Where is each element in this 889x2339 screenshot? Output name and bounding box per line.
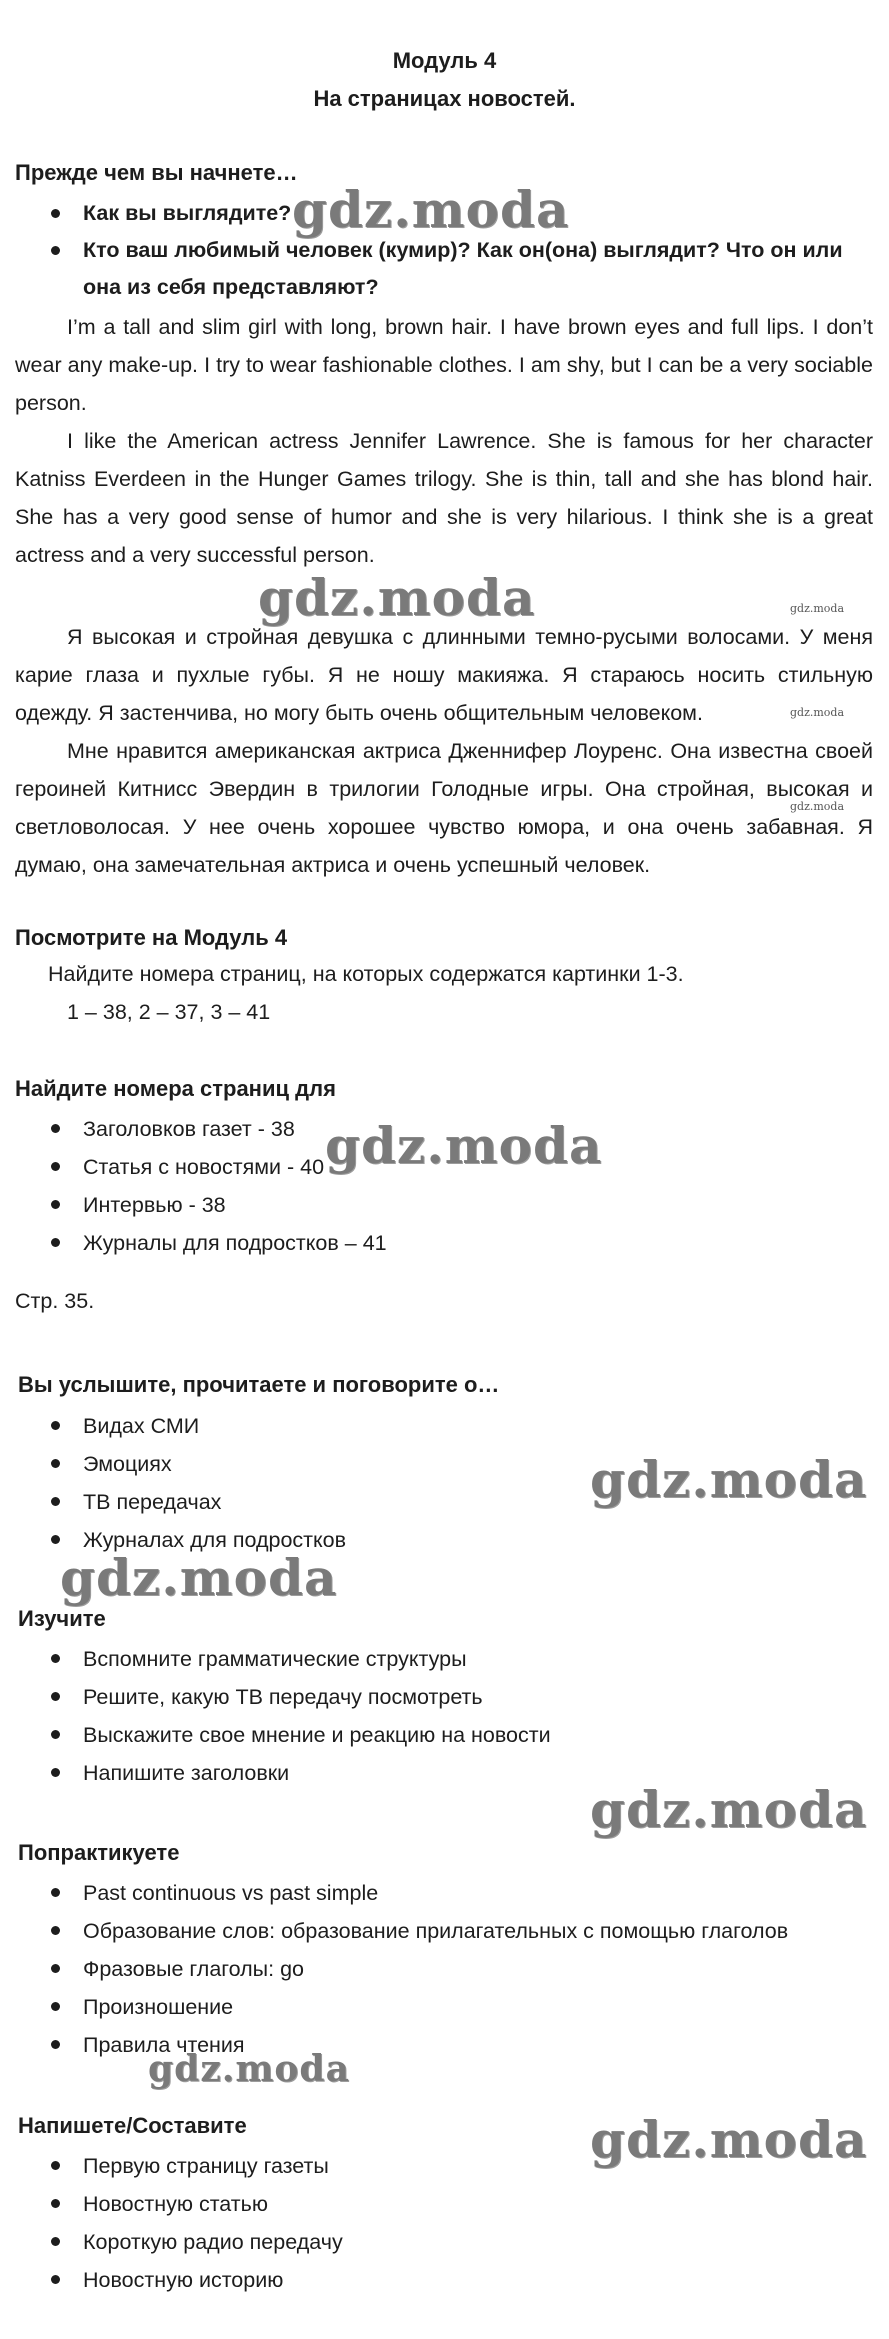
look-module-answer: 1 – 38, 2 – 37, 3 – 41 (67, 1000, 271, 1024)
hear-heading: Вы услышите, прочитаете и поговорите о… (18, 1372, 500, 1397)
watermark: gdz.moda (60, 1548, 338, 1607)
watermark: gdz.moda (148, 2048, 350, 2090)
bullet-icon (51, 246, 60, 255)
watermark: gdz.moda (590, 1780, 868, 1839)
list-item: Эмоциях (15, 1445, 873, 1483)
find-pages-heading: Найдите номера страниц для (15, 1076, 336, 1101)
bullet-icon (51, 1421, 60, 1430)
page-reference: Стр. 35. (15, 1289, 95, 1313)
russian-paragraph-1: Я высокая и стройная девушка с длинными темно-русыми волосами. У меня карие глаза и пухлые губы. Я не ношу макияжа. Я стараюсь носить стильную одежду. Я застенчива, но могу быть очень общительным человеком. (15, 625, 873, 725)
list-item: Журналах для подростков (15, 1521, 873, 1559)
watermark: gdz.moda (258, 568, 536, 627)
study-list (15, 1640, 873, 1792)
english-paragraph-2: I like the American actress Jennifer Lawrence. She is famous for her character Katniss Everdeen in the Hunger Games trilogy. She is thin, tall and she has blond hair. She has a very good sense of humor and she is very hilarious. I think she is a great actress and a very successful person. (15, 429, 873, 567)
look-module-heading: Посмотрите на Модуль 4 (15, 925, 288, 950)
bullet-icon (51, 1654, 60, 1663)
bullet-icon (51, 1692, 60, 1701)
bullet-icon (51, 1964, 60, 1973)
bullet-icon (51, 2161, 60, 2170)
watermark: gdz.moda (292, 180, 570, 239)
list-item: Правила чтения (15, 2026, 873, 2064)
list-item: Новостную историю (15, 2261, 873, 2299)
bullet-icon (51, 1124, 60, 1133)
bullet-icon (51, 2237, 60, 2246)
watermark: gdz.moda (590, 2110, 868, 2169)
list-item: Первую страницу газеты (15, 2147, 873, 2185)
bullet-icon (51, 1535, 60, 1544)
watermark-small: gdz.moda (790, 800, 845, 813)
list-item: Решите, какую ТВ передачу посмотреть (15, 1678, 873, 1716)
bullet-icon (51, 1238, 60, 1247)
bullet-icon (51, 2275, 60, 2284)
list-item: Фразовые глаголы: go (15, 1950, 873, 1988)
watermark: gdz.moda (325, 1116, 603, 1175)
write-heading: Напишете/Составите (18, 2113, 247, 2138)
bullet-icon (51, 209, 60, 218)
bullet-icon (51, 1200, 60, 1209)
bullet-icon (51, 2040, 60, 2049)
bullet-icon (51, 2199, 60, 2208)
list-item: Кто ваш любимый человек (кумир)? Как он(она) выглядит? Что он или она из себя представляют? (15, 232, 873, 306)
list-item: Вспомните грамматические структуры (15, 1640, 873, 1678)
page-subtitle: На страницах новостей. (313, 86, 576, 111)
watermark-small: gdz.moda (790, 706, 845, 719)
bullet-icon (51, 1162, 60, 1171)
list-item: Журналы для подростков – 41 (15, 1224, 873, 1262)
write-list (15, 2147, 873, 2299)
list-item: Напишите заголовки (15, 1754, 873, 1792)
practice-heading: Попрактикуете (18, 1840, 180, 1865)
bullet-icon (51, 1926, 60, 1935)
russian-paragraph-2: Мне нравится американская актриса Дженнифер Лоуренс. Она известна своей героиней Китнисс Эвердин в трилогии Голодные игры. Она стройная, высокая и светловолосая. У нее очень хорошее чувство юмора, и она очень забавная. Я думаю, она замечательная актриса и очень успешный человек. (15, 739, 873, 877)
list-item: Произношение (15, 1988, 873, 2026)
list-item: ТВ передачах (15, 1483, 873, 1521)
study-heading: Изучите (18, 1606, 106, 1631)
list-item: Короткую радио передачу (15, 2223, 873, 2261)
list-item: Заголовков газет - 38 (15, 1110, 873, 1148)
list-item: Новостную статью (15, 2185, 873, 2223)
bullet-icon (51, 1888, 60, 1897)
module-title: Модуль 4 (392, 48, 497, 73)
list-item: Past continuous vs past simple (15, 1874, 873, 1912)
bullet-icon (51, 1497, 60, 1506)
watermark: gdz.moda (590, 1450, 868, 1509)
list-item: Интервью - 38 (15, 1186, 873, 1224)
practice-list (15, 1874, 873, 2064)
bullet-icon (51, 1768, 60, 1777)
before-start-heading: Прежде чем вы начнете… (15, 160, 298, 185)
bullet-icon (51, 1459, 60, 1468)
look-module-task: Найдите номера страниц, на которых содержатся картинки 1-3. (48, 962, 684, 986)
list-item: Видах СМИ (15, 1407, 873, 1445)
english-paragraph-1: I’m a tall and slim girl with long, brown hair. I have brown eyes and full lips. I don’t wear any make-up. I try to wear fashionable clothes. I am shy, but I can be a very sociable person. (15, 315, 873, 415)
bullet-icon (51, 2002, 60, 2011)
list-item: Выскажите свое мнение и реакцию на новости (15, 1716, 873, 1754)
list-item: Как вы выглядите? (15, 195, 873, 232)
bullet-icon (51, 1730, 60, 1739)
watermark-small: gdz.moda (790, 602, 845, 615)
list-item: Образование слов: образование прилагательных с помощью глаголов (15, 1912, 873, 1950)
list-item: Статья с новостями - 40 (15, 1148, 873, 1186)
